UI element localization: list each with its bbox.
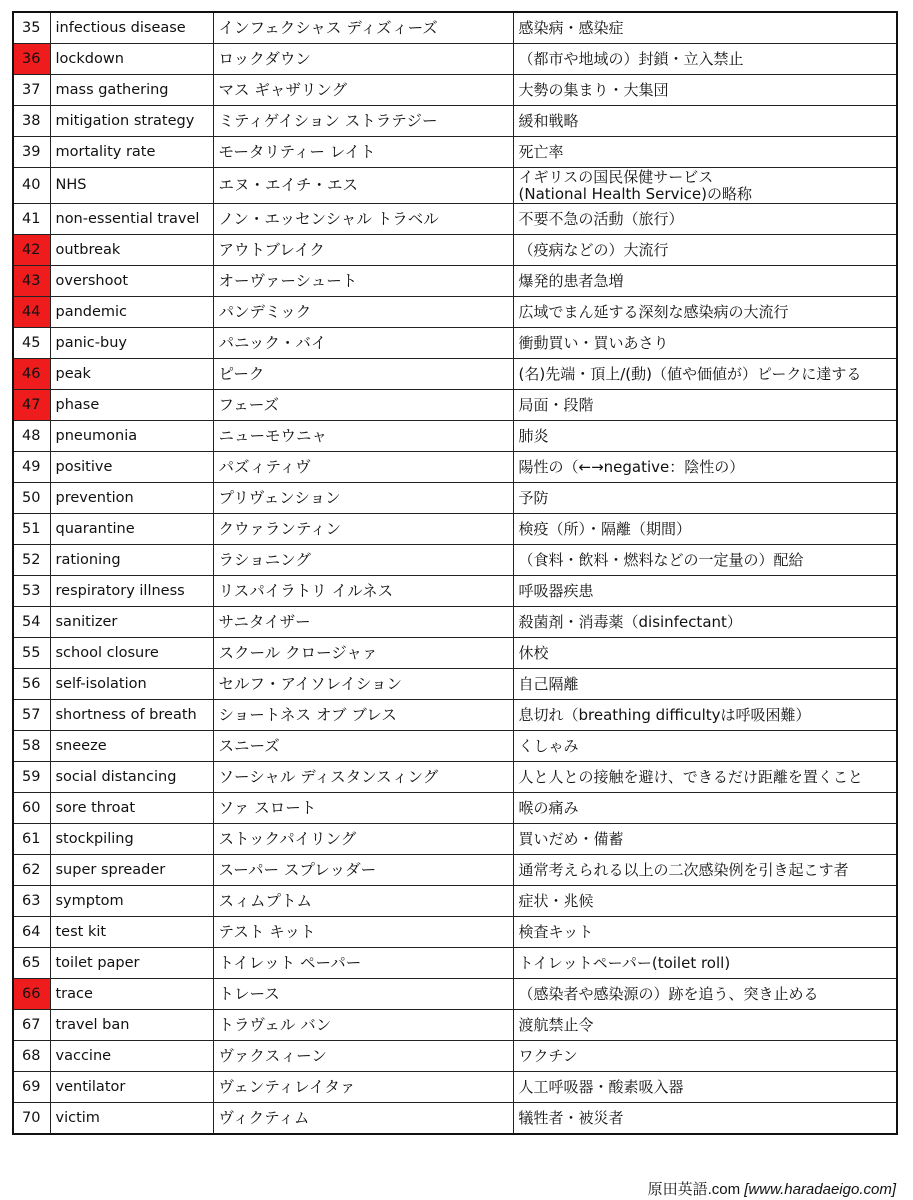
- japanese-meaning-line: 肺炎: [518, 426, 549, 445]
- entry-number: 49: [13, 452, 50, 483]
- katakana-reading: テスト キット: [213, 917, 513, 948]
- japanese-meaning-line: （都市や地域の）封鎖・立入禁止: [518, 49, 744, 68]
- katakana-reading: ヴィクティム: [213, 1103, 513, 1135]
- entry-number: 68: [13, 1041, 50, 1072]
- katakana-reading: パズィティヴ: [213, 452, 513, 483]
- english-term: infectious disease: [50, 12, 213, 44]
- japanese-meaning: [513, 266, 897, 297]
- table-row: [13, 824, 897, 855]
- katakana-reading: フェーズ: [213, 390, 513, 421]
- english-term: social distancing: [50, 762, 213, 793]
- japanese-meaning-line: 殺菌剤・消毒薬（disinfectant）: [518, 612, 742, 631]
- table-row: [13, 235, 897, 266]
- entry-number: 58: [13, 731, 50, 762]
- entry-number: 37: [13, 75, 50, 106]
- table-row: [13, 607, 897, 638]
- japanese-meaning: [513, 1072, 897, 1103]
- japanese-meaning: [513, 1041, 897, 1072]
- english-term: mortality rate: [50, 137, 213, 168]
- japanese-meaning-line: ワクチン: [518, 1046, 578, 1065]
- katakana-reading: パンデミック: [213, 297, 513, 328]
- japanese-meaning: [513, 235, 897, 266]
- table-row: [13, 917, 897, 948]
- english-term: positive: [50, 452, 213, 483]
- english-term: self-isolation: [50, 669, 213, 700]
- japanese-meaning-line: 緩和戦略: [518, 111, 579, 130]
- japanese-meaning-line: 局面・段階: [518, 395, 594, 414]
- japanese-meaning: [513, 855, 897, 886]
- japanese-meaning: [513, 168, 897, 204]
- english-term: victim: [50, 1103, 213, 1135]
- japanese-meaning-line: 人と人との接触を避け、できるだけ距離を置くこと: [518, 767, 863, 786]
- entry-number: 67: [13, 1010, 50, 1041]
- katakana-reading: マス ギャザリング: [213, 75, 513, 106]
- english-term: stockpiling: [50, 824, 213, 855]
- table-row: [13, 731, 897, 762]
- japanese-meaning-line: 感染病・感染症: [518, 18, 624, 37]
- katakana-reading: ノン・エッセンシャル トラベル: [213, 204, 513, 235]
- english-term: shortness of breath: [50, 700, 213, 731]
- japanese-meaning: [513, 700, 897, 731]
- english-term: sore throat: [50, 793, 213, 824]
- table-row: [13, 44, 897, 75]
- entry-number: 48: [13, 421, 50, 452]
- japanese-meaning: [513, 886, 897, 917]
- entry-number: 41: [13, 204, 50, 235]
- japanese-meaning-line: イギリスの国民保健サービス: [518, 167, 714, 186]
- katakana-reading: トレース: [213, 979, 513, 1010]
- table-row: [13, 168, 897, 204]
- table-row: [13, 297, 897, 328]
- english-term: test kit: [50, 917, 213, 948]
- table-row: [13, 359, 897, 390]
- japanese-meaning: [513, 483, 897, 514]
- table-row: [13, 452, 897, 483]
- katakana-reading: ヴェンティレイタァ: [213, 1072, 513, 1103]
- entry-number: 69: [13, 1072, 50, 1103]
- japanese-meaning-line: (名)先端・頂上/(動)（値や価値が）ピークに達する: [518, 364, 862, 383]
- entry-number: 38: [13, 106, 50, 137]
- japanese-meaning-line: 症状・兆候: [518, 891, 594, 910]
- entry-number: 50: [13, 483, 50, 514]
- japanese-meaning-line: トイレットペーパー(toilet roll): [518, 953, 731, 972]
- japanese-meaning: [513, 452, 897, 483]
- table-row: [13, 545, 897, 576]
- entry-number: 64: [13, 917, 50, 948]
- table-row: [13, 106, 897, 137]
- katakana-reading: ピーク: [213, 359, 513, 390]
- japanese-meaning-line: 陽性の（←→negative：陰性の）: [518, 457, 745, 476]
- english-term: quarantine: [50, 514, 213, 545]
- katakana-reading: ミティゲイション ストラテジー: [213, 106, 513, 137]
- japanese-meaning: [513, 669, 897, 700]
- entry-number: 46: [13, 359, 50, 390]
- entry-number: 70: [13, 1103, 50, 1135]
- footer-url: [www.haradaeigo.com]: [744, 1181, 896, 1198]
- japanese-meaning-line: 爆発的患者急増: [518, 271, 624, 290]
- english-term: pneumonia: [50, 421, 213, 452]
- japanese-meaning: [513, 793, 897, 824]
- japanese-meaning: [513, 328, 897, 359]
- japanese-meaning-line: 自己隔離: [518, 674, 579, 693]
- english-term: symptom: [50, 886, 213, 917]
- english-term: super spreader: [50, 855, 213, 886]
- japanese-meaning: [513, 204, 897, 235]
- english-term: non-essential travel: [50, 204, 213, 235]
- english-term: phase: [50, 390, 213, 421]
- english-term: ventilator: [50, 1072, 213, 1103]
- japanese-meaning: [513, 762, 897, 793]
- katakana-reading: エヌ・エイチ・エス: [213, 168, 513, 204]
- table-row: [13, 669, 897, 700]
- english-term: rationing: [50, 545, 213, 576]
- entry-number: 54: [13, 607, 50, 638]
- table-row: [13, 855, 897, 886]
- english-term: prevention: [50, 483, 213, 514]
- table-row: [13, 75, 897, 106]
- japanese-meaning: [513, 607, 897, 638]
- japanese-meaning: [513, 12, 897, 44]
- japanese-meaning: [513, 514, 897, 545]
- japanese-meaning: [513, 824, 897, 855]
- katakana-reading: ショートネス オブ ブレス: [213, 700, 513, 731]
- entry-number: 52: [13, 545, 50, 576]
- japanese-meaning: [513, 979, 897, 1010]
- katakana-reading: セルフ・アイソレイション: [213, 669, 513, 700]
- table-row: [13, 390, 897, 421]
- japanese-meaning: [513, 137, 897, 168]
- katakana-reading: ストックパイリング: [213, 824, 513, 855]
- katakana-reading: ヴァクスィーン: [213, 1041, 513, 1072]
- japanese-meaning: [513, 44, 897, 75]
- entry-number: 66: [13, 979, 50, 1010]
- japanese-meaning-line: （食料・飲料・燃料などの一定量の）配給: [518, 550, 804, 569]
- japanese-meaning-line: 犠牲者・被災者: [518, 1108, 624, 1127]
- vocabulary-table: [12, 11, 898, 1135]
- english-term: outbreak: [50, 235, 213, 266]
- katakana-reading: モータリティー レイト: [213, 137, 513, 168]
- table-row: [13, 204, 897, 235]
- katakana-reading: ラショニング: [213, 545, 513, 576]
- katakana-reading: パニック・バイ: [213, 328, 513, 359]
- japanese-meaning-line: 検査キット: [518, 922, 594, 941]
- entry-number: 56: [13, 669, 50, 700]
- japanese-meaning-line: 不要不急の活動（旅行）: [518, 209, 684, 228]
- table-row: [13, 948, 897, 979]
- japanese-meaning-line: 買いだめ・備蓄: [518, 829, 624, 848]
- english-term: vaccine: [50, 1041, 213, 1072]
- english-term: peak: [50, 359, 213, 390]
- japanese-meaning-line: （疫病などの）大流行: [518, 240, 669, 259]
- japanese-meaning: [513, 390, 897, 421]
- katakana-reading: サニタイザー: [213, 607, 513, 638]
- japanese-meaning: [513, 1103, 897, 1135]
- table-row: [13, 886, 897, 917]
- entry-number: 39: [13, 137, 50, 168]
- table-row: [13, 638, 897, 669]
- entry-number: 47: [13, 390, 50, 421]
- entry-number: 60: [13, 793, 50, 824]
- entry-number: 43: [13, 266, 50, 297]
- katakana-reading: オーヴァーシュート: [213, 266, 513, 297]
- japanese-meaning: [513, 106, 897, 137]
- table-row: [13, 328, 897, 359]
- table-row: [13, 1103, 897, 1135]
- english-term: pandemic: [50, 297, 213, 328]
- english-term: travel ban: [50, 1010, 213, 1041]
- table-row: [13, 421, 897, 452]
- japanese-meaning: [513, 421, 897, 452]
- table-row: [13, 762, 897, 793]
- english-term: mass gathering: [50, 75, 213, 106]
- japanese-meaning: [513, 731, 897, 762]
- japanese-meaning-line: 喉の痛み: [518, 798, 579, 817]
- japanese-meaning-line: くしゃみ: [518, 736, 579, 755]
- english-term: toilet paper: [50, 948, 213, 979]
- katakana-reading: スクール クロージャァ: [213, 638, 513, 669]
- japanese-meaning: [513, 545, 897, 576]
- table-row: [13, 979, 897, 1010]
- english-term: panic-buy: [50, 328, 213, 359]
- english-term: sanitizer: [50, 607, 213, 638]
- japanese-meaning: [513, 948, 897, 979]
- english-term: respiratory illness: [50, 576, 213, 607]
- entry-number: 62: [13, 855, 50, 886]
- entry-number: 61: [13, 824, 50, 855]
- japanese-meaning-line: 渡航禁止令: [518, 1015, 594, 1034]
- table-row: [13, 793, 897, 824]
- katakana-reading: トイレット ペーパー: [213, 948, 513, 979]
- katakana-reading: アウトブレイク: [213, 235, 513, 266]
- entry-number: 53: [13, 576, 50, 607]
- table-row: [13, 1072, 897, 1103]
- footer-credit: [648, 1178, 896, 1199]
- katakana-reading: トラヴェル バン: [213, 1010, 513, 1041]
- japanese-meaning: [513, 75, 897, 106]
- katakana-reading: ニューモウニャ: [213, 421, 513, 452]
- table-row: [13, 700, 897, 731]
- english-term: lockdown: [50, 44, 213, 75]
- japanese-meaning-line: 予防: [518, 488, 549, 507]
- entry-number: 35: [13, 12, 50, 44]
- entry-number: 44: [13, 297, 50, 328]
- table-row: [13, 1010, 897, 1041]
- entry-number: 40: [13, 168, 50, 204]
- katakana-reading: ソァ スロート: [213, 793, 513, 824]
- japanese-meaning-line: 死亡率: [518, 142, 564, 161]
- entry-number: 59: [13, 762, 50, 793]
- table-row: [13, 1041, 897, 1072]
- katakana-reading: プリヴェンション: [213, 483, 513, 514]
- entry-number: 36: [13, 44, 50, 75]
- japanese-meaning: [513, 638, 897, 669]
- japanese-meaning: [513, 359, 897, 390]
- table-row: [13, 483, 897, 514]
- japanese-meaning-line: 息切れ（breathing difficultyは呼吸困難）: [518, 705, 811, 724]
- katakana-reading: スーパー スプレッダー: [213, 855, 513, 886]
- entry-number: 65: [13, 948, 50, 979]
- japanese-meaning: [513, 917, 897, 948]
- japanese-meaning: [513, 1010, 897, 1041]
- japanese-meaning-line: 休校: [518, 643, 549, 662]
- japanese-meaning-line: 呼吸器疾患: [518, 581, 594, 600]
- table-row: [13, 266, 897, 297]
- table-row: [13, 137, 897, 168]
- katakana-reading: インフェクシャス ディズィーズ: [213, 12, 513, 44]
- katakana-reading: リスパイラトリ イルネス: [213, 576, 513, 607]
- english-term: overshoot: [50, 266, 213, 297]
- english-term: school closure: [50, 638, 213, 669]
- katakana-reading: スニーズ: [213, 731, 513, 762]
- english-term: mitigation strategy: [50, 106, 213, 137]
- table-row: [13, 514, 897, 545]
- japanese-meaning-line: 大勢の集まり・大集団: [518, 80, 669, 99]
- japanese-meaning: [513, 297, 897, 328]
- vocabulary-table-body: [13, 12, 897, 1134]
- japanese-meaning-line: （感染者や感染源の）跡を追う、突き止める: [518, 984, 819, 1003]
- entry-number: 42: [13, 235, 50, 266]
- japanese-meaning-line: 通常考えられる以上の二次感染例を引き起こす者: [518, 860, 849, 879]
- table-row: [13, 12, 897, 44]
- katakana-reading: ロックダウン: [213, 44, 513, 75]
- japanese-meaning: [513, 576, 897, 607]
- entry-number: 51: [13, 514, 50, 545]
- table-row: [13, 576, 897, 607]
- entry-number: 57: [13, 700, 50, 731]
- katakana-reading: ソーシャル ディスタンスィング: [213, 762, 513, 793]
- japanese-meaning-line: 衝動買い・買いあさり: [518, 333, 669, 352]
- english-term: trace: [50, 979, 213, 1010]
- japanese-meaning-line: (National Health Service)の略称: [518, 184, 752, 203]
- japanese-meaning-line: 人工呼吸器・酸素吸入器: [518, 1077, 684, 1096]
- katakana-reading: クウァランティン: [213, 514, 513, 545]
- japanese-meaning-line: 広域でまん延する深刻な感染病の大流行: [518, 302, 789, 321]
- entry-number: 55: [13, 638, 50, 669]
- japanese-meaning-line: 検疫（所）・隔離（期間）: [518, 519, 692, 538]
- katakana-reading: スィムプトム: [213, 886, 513, 917]
- footer-site: 原田英語.com: [647, 1181, 741, 1198]
- entry-number: 45: [13, 328, 50, 359]
- english-term: sneeze: [50, 731, 213, 762]
- english-term: NHS: [50, 168, 213, 204]
- entry-number: 63: [13, 886, 50, 917]
